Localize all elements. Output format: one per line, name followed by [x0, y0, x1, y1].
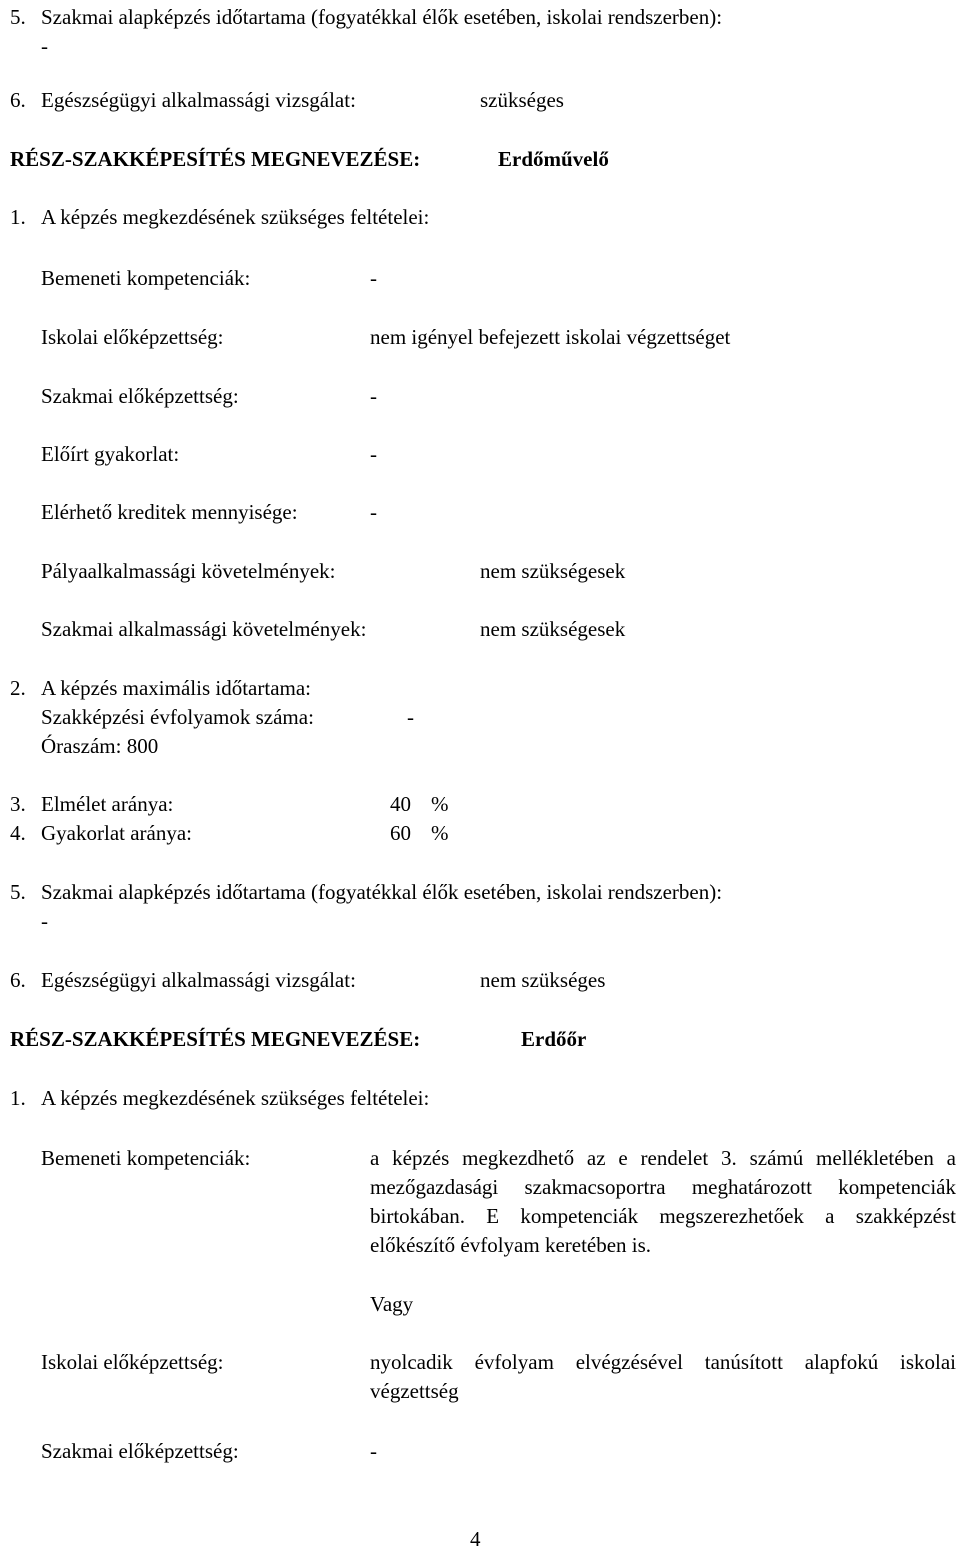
item-number: 5.: [10, 5, 26, 29]
szakmai-value: -: [370, 1439, 377, 1463]
requirement-label: Pályaalkalmassági követelmények:: [41, 559, 336, 583]
szakmai-label: Szakmai előképzettség:: [41, 1439, 239, 1463]
section-heading-label: RÉSZ-SZAKKÉPESÍTÉS MEGNEVEZÉSE:: [10, 1027, 421, 1051]
bemeneti-value: a képzés megkezdhető az e rendelet 3. számú mellékletében a mezőgazdasági szakmacsoportra meghatározott kompetenciák birtokában. E kompetenciák megszerezhetőek a szakképzést előkészítő évfolyam keretében is.: [370, 1146, 956, 1257]
percent-unit: %: [431, 792, 449, 816]
bemeneti-label: Bemeneti kompetenciák:: [41, 1146, 251, 1170]
item-number: 5.: [10, 880, 26, 904]
requirement-value: -: [370, 500, 377, 524]
requirement-value: -: [370, 266, 377, 290]
item-number: 1.: [10, 205, 26, 229]
item-2-text: A képzés maximális időtartama:: [41, 676, 312, 700]
requirement-label: Iskolai előképzettség:: [41, 325, 224, 349]
gyakorlat-value: 60: [390, 821, 411, 845]
section-heading-label: RÉSZ-SZAKKÉPESÍTÉS MEGNEVEZÉSE:: [10, 147, 421, 171]
requirement-label: Bemeneti kompetenciák:: [41, 266, 251, 290]
section-heading-value: Erdőőr: [521, 1027, 587, 1051]
item-number: 1.: [10, 1086, 26, 1110]
page-number: 4: [470, 1527, 481, 1551]
item-5-text: Szakmai alapképzés időtartama (fogyatékkal élők esetében, iskolai rendszerben):: [41, 5, 723, 29]
requirement-label: Szakmai előképzettség:: [41, 384, 239, 408]
requirement-value: -: [370, 442, 377, 466]
bemeneti-vagy: Vagy: [370, 1292, 414, 1316]
item-5-value: -: [41, 909, 48, 933]
item-5-value: -: [41, 34, 48, 58]
item-5-text: Szakmai alapképzés időtartama (fogyatékkal élők esetében, iskolai rendszerben):: [41, 880, 723, 904]
requirement-label: Elérhető kreditek mennyisége:: [41, 500, 298, 524]
iskolai-value: nyolcadik évfolyam elvégzésével tanúsított alapfokú iskolai végzettség: [370, 1350, 956, 1403]
item-number: 4.: [10, 821, 26, 845]
requirement-value: nem szükségesek: [480, 559, 626, 583]
gyakorlat-label: Gyakorlat aránya:: [41, 821, 193, 845]
item-number: 6.: [10, 88, 26, 112]
item-6-value: nem szükséges: [480, 968, 606, 992]
elmelet-value: 40: [390, 792, 411, 816]
percent-unit: %: [431, 821, 449, 845]
requirement-label: Szakmai alkalmassági követelmények:: [41, 617, 367, 641]
requirement-value: nem igényel befejezett iskolai végzettséget: [370, 325, 731, 349]
requirement-value: nem szükségesek: [480, 617, 626, 641]
item-1-text: A képzés megkezdésének szükséges feltételei:: [41, 1086, 430, 1110]
oraszam: Óraszám: 800: [41, 734, 159, 758]
iskolai-label: Iskolai előképzettség:: [41, 1350, 224, 1374]
item-number: 2.: [10, 676, 26, 700]
item-number: 6.: [10, 968, 26, 992]
item-6-value: szükséges: [480, 88, 564, 112]
evfolyam-value: -: [407, 705, 414, 729]
item-1-text: A képzés megkezdésének szükséges feltételei:: [41, 205, 430, 229]
evfolyam-label: Szakképzési évfolyamok száma:: [41, 705, 314, 729]
item-6-label: Egészségügyi alkalmassági vizsgálat:: [41, 968, 356, 992]
item-number: 3.: [10, 792, 26, 816]
elmelet-label: Elmélet aránya:: [41, 792, 174, 816]
section-heading-value: Erdőművelő: [498, 147, 609, 171]
item-6-label: Egészségügyi alkalmassági vizsgálat:: [41, 88, 356, 112]
requirement-value: -: [370, 384, 377, 408]
requirement-label: Előírt gyakorlat:: [41, 442, 180, 466]
